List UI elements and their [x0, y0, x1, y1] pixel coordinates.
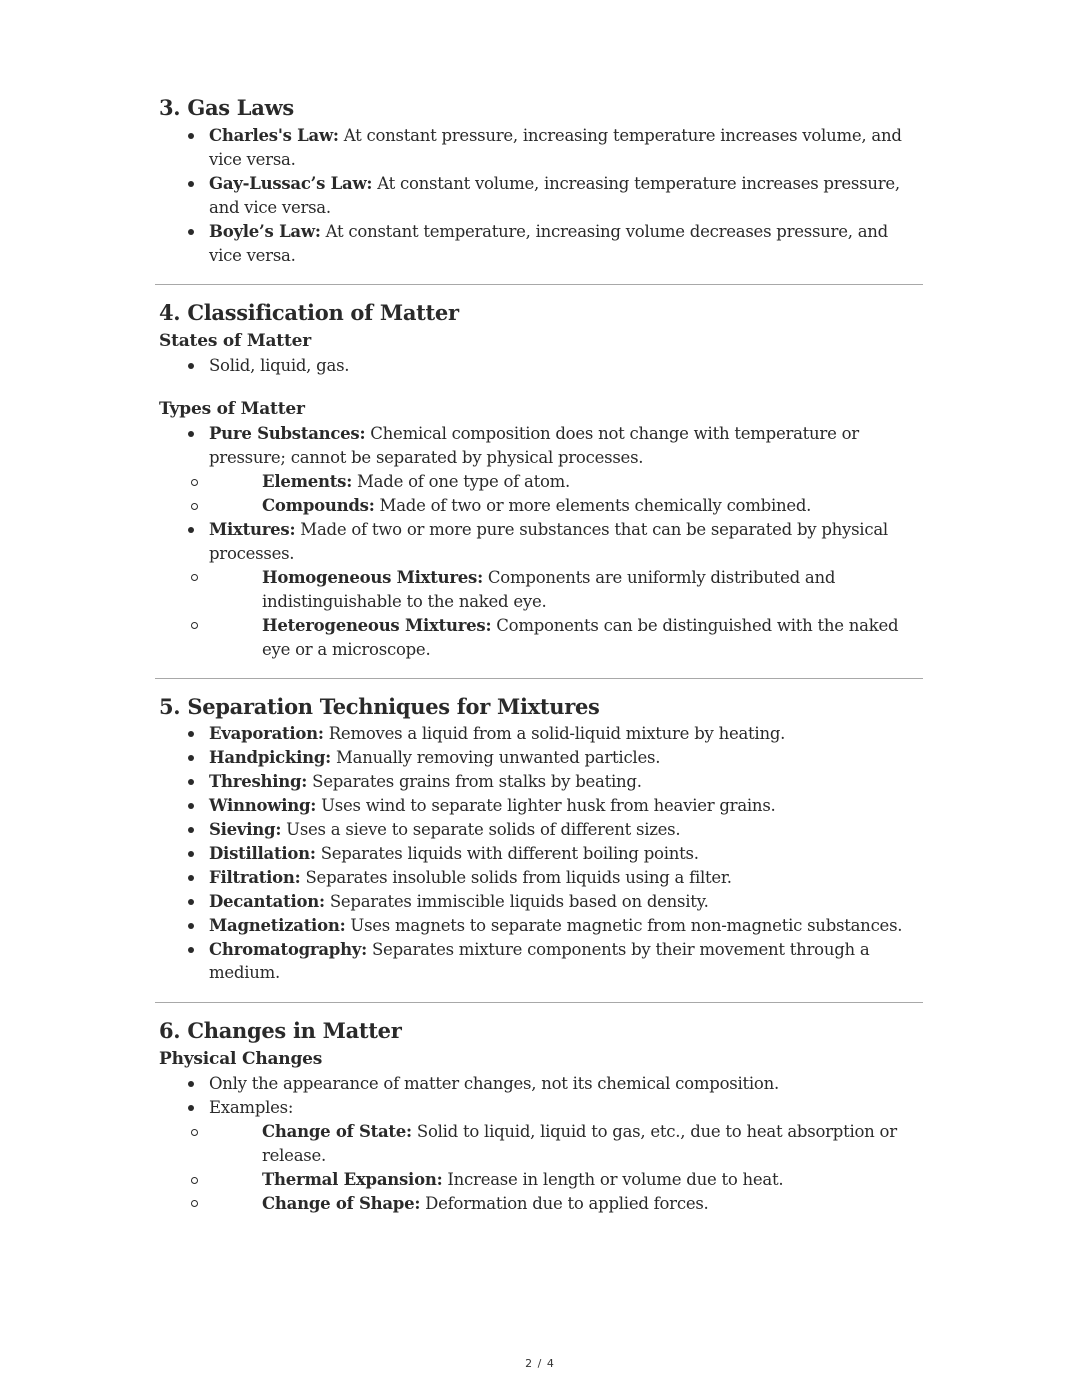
definition: Chemical composition does not change with temperature or pressure; cannot be separated by physical processes.	[209, 424, 859, 468]
examples-label: Examples:	[209, 1098, 294, 1118]
list-item	[159, 842, 923, 866]
list-item	[159, 518, 923, 661]
term: Thermal Expansion:	[262, 1170, 443, 1189]
definition: Separates insoluble solids from liquids using a filter.	[300, 867, 732, 887]
term: Change of State:	[262, 1122, 412, 1142]
definition: At constant temperature, increasing volume decreases pressure, and vice versa.	[209, 221, 888, 265]
definition: Deformation due to applied forces.	[420, 1193, 709, 1213]
pure-substances-sublist	[159, 470, 923, 518]
section-classification	[159, 298, 923, 661]
mixtures-sublist	[159, 566, 923, 662]
list-item	[159, 866, 923, 890]
list-item: Solid, liquid, gas.	[159, 354, 923, 378]
list-item	[159, 914, 923, 938]
list-item	[159, 890, 923, 914]
term: Chromatography:	[209, 939, 367, 959]
term: Change of Shape:	[262, 1193, 421, 1213]
section-title: 4. Classification of Matter	[159, 300, 459, 326]
list-item	[159, 172, 923, 220]
definition: Solid to liquid, liquid to gas, etc., due to heat absorption or release.	[262, 1122, 897, 1166]
term: Homogeneous Mixtures:	[262, 567, 483, 587]
term: Distillation:	[209, 843, 316, 863]
separation-list	[159, 722, 923, 985]
section-gas-laws	[159, 93, 923, 267]
list-item	[159, 220, 923, 268]
subsection-title: Types of Matter	[159, 399, 305, 420]
list-item	[159, 938, 923, 986]
definition: Uses wind to separate lighter husk from heavier grains.	[316, 796, 776, 816]
section-title: 3. Gas Laws	[159, 95, 294, 120]
term: Elements:	[262, 472, 353, 492]
physical-changes-list	[159, 1072, 923, 1215]
list-item	[159, 422, 923, 518]
page-indicator: 2 / 4	[525, 1357, 555, 1370]
term: Boyle’s Law:	[209, 221, 321, 241]
subsection-title: States of Matter	[159, 331, 311, 352]
sublist-item	[159, 614, 923, 662]
sublist-item	[159, 1120, 923, 1168]
definition: At constant volume, increasing temperature increases pressure, and vice versa.	[209, 173, 900, 217]
list-item	[159, 746, 923, 770]
term: Evaporation:	[209, 724, 324, 744]
term: Heterogeneous Mixtures:	[262, 615, 492, 635]
term: Decantation:	[209, 891, 325, 911]
list-item	[159, 818, 923, 842]
definition: Separates liquids with different boiling points.	[315, 843, 699, 863]
section-changes-in-matter	[159, 1016, 923, 1215]
document-page	[159, 93, 923, 1216]
list-item	[159, 722, 923, 746]
section-divider	[155, 1002, 923, 1003]
definition: Separates mixture components by their movement through a medium.	[209, 939, 870, 983]
term: Sieving:	[209, 820, 282, 840]
list-item: Only the appearance of matter changes, not its chemical composition.	[159, 1072, 923, 1096]
definition: Components can be distinguished with the naked eye or a microscope.	[262, 615, 899, 659]
section-title: 6. Changes in Matter	[159, 1018, 402, 1044]
term: Threshing:	[209, 772, 308, 792]
definition: Made of one type of atom.	[352, 472, 571, 492]
gas-laws-list	[159, 124, 923, 267]
sublist-item	[159, 494, 923, 518]
types-list	[159, 422, 923, 661]
term: Pure Substances:	[209, 424, 366, 444]
list-item	[159, 794, 923, 818]
list-item	[159, 124, 923, 172]
sublist-item	[159, 1192, 923, 1216]
states-list	[159, 354, 923, 378]
term: Mixtures:	[209, 519, 296, 539]
section-separation-techniques	[159, 692, 923, 985]
definition: Uses magnets to separate magnetic from non-magnetic substances.	[345, 915, 903, 935]
examples-sublist	[159, 1120, 923, 1216]
term: Magnetization:	[209, 915, 346, 935]
term: Winnowing:	[209, 796, 317, 816]
term: Gay-Lussac’s Law:	[209, 173, 373, 193]
definition: Increase in length or volume due to heat.	[442, 1170, 784, 1189]
subsection-title: Physical Changes	[159, 1049, 323, 1070]
definition: Removes a liquid from a solid-liquid mixture by heating.	[323, 724, 786, 744]
sublist-item	[159, 470, 923, 494]
section-title: 5. Separation Techniques for Mixtures	[159, 694, 600, 720]
definition: Made of two or more pure substances that can be separated by physical processes.	[209, 519, 888, 563]
definition: Separates immiscible liquids based on density.	[324, 891, 709, 911]
sublist-item	[159, 566, 923, 614]
term: Charles's Law:	[209, 126, 339, 145]
sublist-item	[159, 1168, 923, 1192]
term: Compounds:	[262, 496, 375, 516]
definition: Made of two or more elements chemically combined.	[374, 496, 812, 516]
section-divider	[155, 284, 923, 285]
list-item	[159, 770, 923, 794]
definition: Components are uniformly distributed and indistinguishable to the naked eye.	[262, 567, 836, 611]
definition: Manually removing unwanted particles.	[331, 748, 661, 768]
definition: Separates grains from stalks by beating.	[307, 772, 642, 792]
term: Filtration:	[209, 867, 301, 887]
section-divider	[155, 678, 923, 679]
term: Handpicking:	[209, 748, 331, 768]
definition: At constant pressure, increasing temperature increases volume, and vice versa.	[209, 126, 902, 169]
list-item	[159, 1096, 923, 1216]
definition: Uses a sieve to separate solids of different sizes.	[281, 820, 681, 840]
